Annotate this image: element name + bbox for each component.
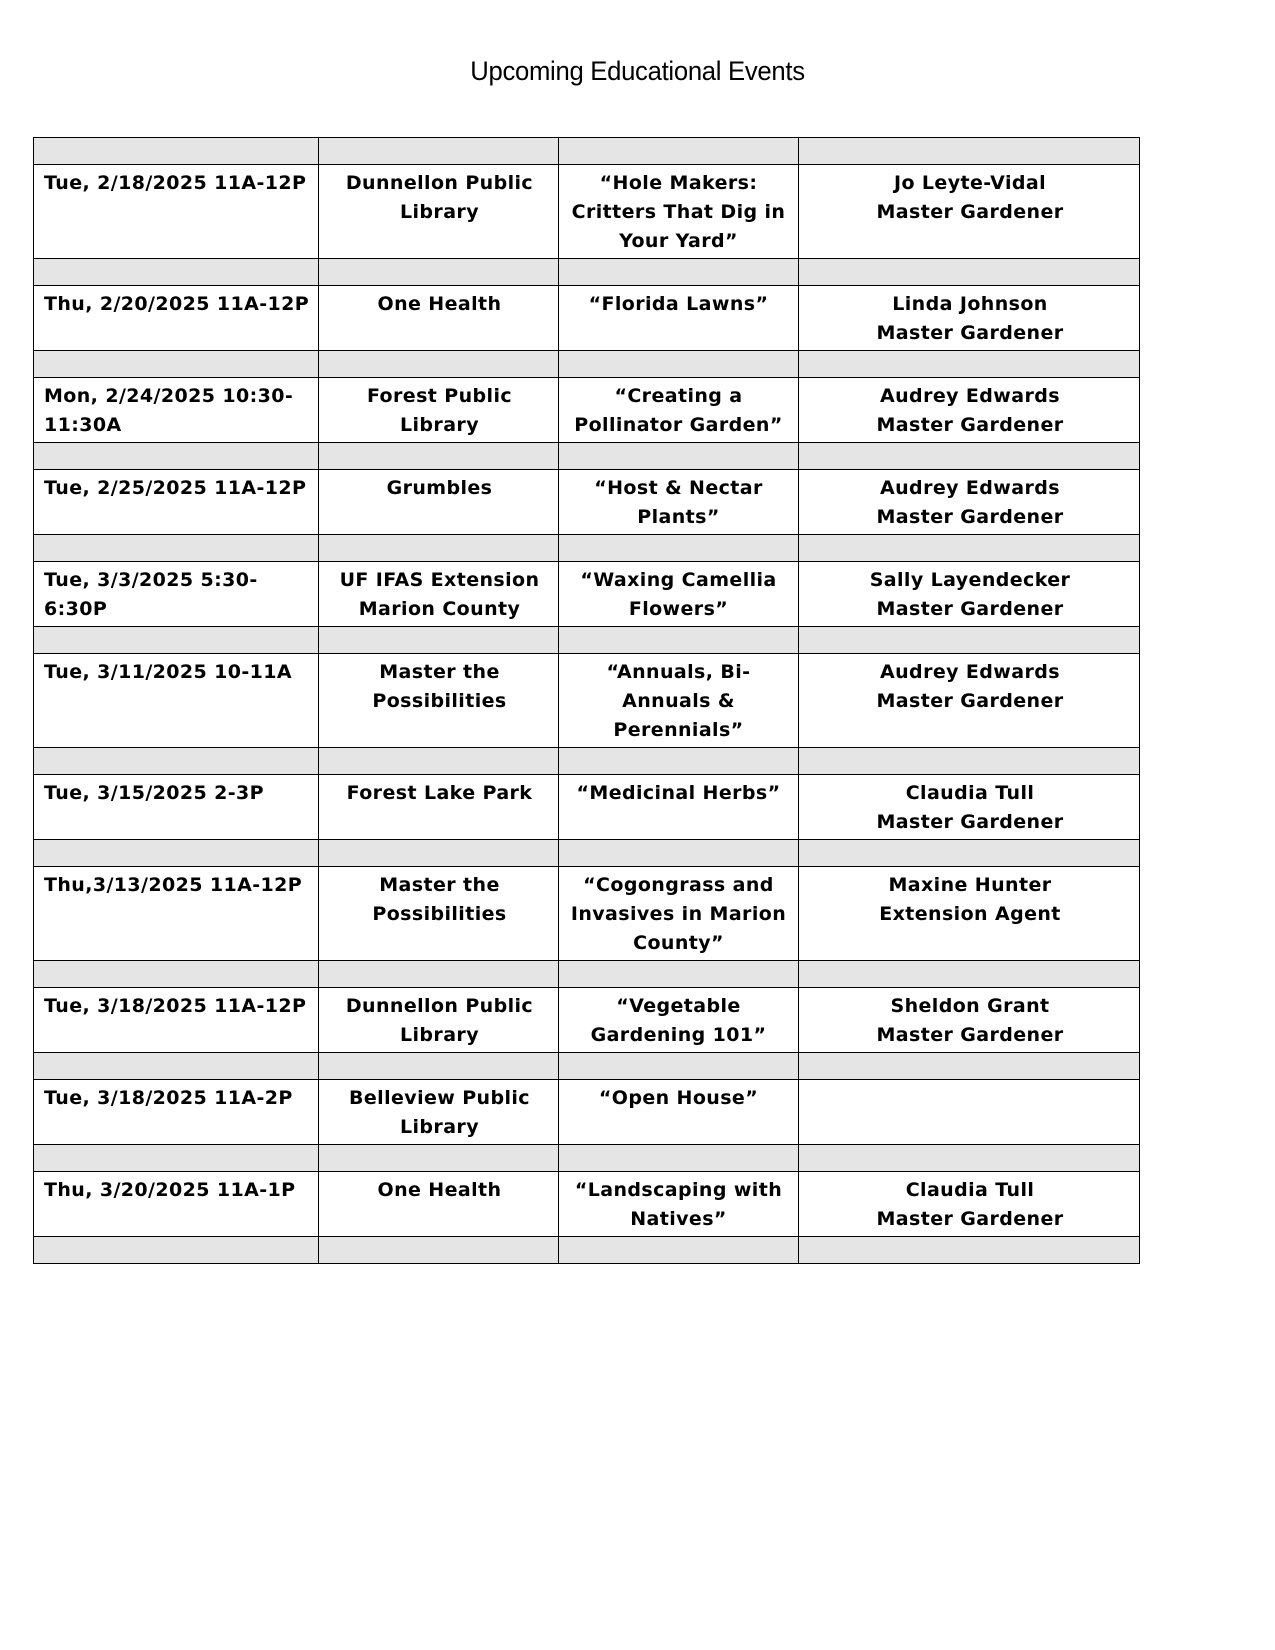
- event-row: [34, 286, 1140, 351]
- spacer-cell: [799, 138, 1140, 165]
- event-topic: “Cogongrass and Invasives in Marion County”: [559, 867, 799, 961]
- spacer-cell: [34, 138, 319, 165]
- event-speaker: Audrey Edwards Master Gardener: [799, 470, 1140, 535]
- spacer-cell: [799, 1145, 1140, 1172]
- event-speaker: Sally Layendecker Master Gardener: [799, 562, 1140, 627]
- event-speaker: [799, 1080, 1140, 1145]
- page-title: Upcoming Educational Events: [470, 56, 805, 86]
- event-speaker: Sheldon Grant Master Gardener: [799, 988, 1140, 1053]
- spacer-row: [34, 443, 1140, 470]
- spacer-cell: [319, 1145, 559, 1172]
- event-row: [34, 470, 1140, 535]
- event-topic: “Landscaping with Natives”: [559, 1172, 799, 1237]
- event-date-time: Thu, 3/20/2025 11A-1P: [34, 1172, 319, 1237]
- spacer-row: [34, 351, 1140, 378]
- spacer-cell: [559, 535, 799, 562]
- spacer-cell: [34, 351, 319, 378]
- spacer-cell: [799, 443, 1140, 470]
- spacer-cell: [559, 259, 799, 286]
- spacer-row: [34, 840, 1140, 867]
- spacer-cell: [799, 1053, 1140, 1080]
- spacer-cell: [559, 748, 799, 775]
- spacer-cell: [34, 1053, 319, 1080]
- spacer-cell: [319, 443, 559, 470]
- event-date-time: Thu, 2/20/2025 11A-12P: [34, 286, 319, 351]
- events-table: [33, 137, 1140, 1264]
- event-location: One Health: [319, 1172, 559, 1237]
- spacer-cell: [799, 259, 1140, 286]
- event-speaker: Claudia Tull Master Gardener: [799, 775, 1140, 840]
- spacer-cell: [559, 1145, 799, 1172]
- spacer-cell: [34, 627, 319, 654]
- event-row: [34, 775, 1140, 840]
- spacer-row: [34, 1237, 1140, 1264]
- event-topic: “Hole Makers: Critters That Dig in Your Yard”: [559, 165, 799, 259]
- event-topic: “Vegetable Gardening 101”: [559, 988, 799, 1053]
- spacer-row: [34, 138, 1140, 165]
- spacer-cell: [799, 961, 1140, 988]
- spacer-cell: [799, 840, 1140, 867]
- spacer-cell: [34, 535, 319, 562]
- event-speaker: Claudia Tull Master Gardener: [799, 1172, 1140, 1237]
- spacer-cell: [319, 1053, 559, 1080]
- event-row: [34, 378, 1140, 443]
- event-topic: “Florida Lawns”: [559, 286, 799, 351]
- spacer-row: [34, 535, 1140, 562]
- spacer-row: [34, 627, 1140, 654]
- event-speaker: Linda Johnson Master Gardener: [799, 286, 1140, 351]
- spacer-cell: [34, 840, 319, 867]
- spacer-cell: [799, 1237, 1140, 1264]
- event-row: [34, 654, 1140, 748]
- event-row: [34, 1080, 1140, 1145]
- spacer-cell: [319, 138, 559, 165]
- event-location: Dunnellon Public Library: [319, 988, 559, 1053]
- spacer-cell: [34, 1237, 319, 1264]
- spacer-cell: [799, 535, 1140, 562]
- spacer-cell: [799, 351, 1140, 378]
- event-location: Dunnellon Public Library: [319, 165, 559, 259]
- event-row: [34, 165, 1140, 259]
- spacer-cell: [34, 259, 319, 286]
- event-speaker: Maxine Hunter Extension Agent: [799, 867, 1140, 961]
- spacer-cell: [319, 748, 559, 775]
- event-topic: “Medicinal Herbs”: [559, 775, 799, 840]
- spacer-row: [34, 961, 1140, 988]
- event-date-time: Tue, 2/25/2025 11A-12P: [34, 470, 319, 535]
- event-date-time: Tue, 2/18/2025 11A-12P: [34, 165, 319, 259]
- event-date-time: Tue, 3/15/2025 2-3P: [34, 775, 319, 840]
- event-topic: “Waxing Camellia Flowers”: [559, 562, 799, 627]
- spacer-cell: [34, 443, 319, 470]
- event-location: UF IFAS Extension Marion County: [319, 562, 559, 627]
- spacer-cell: [559, 627, 799, 654]
- event-location: Master the Possibilities: [319, 867, 559, 961]
- event-location: Master the Possibilities: [319, 654, 559, 748]
- event-date-time: Tue, 3/18/2025 11A-12P: [34, 988, 319, 1053]
- event-topic: “Host & Nectar Plants”: [559, 470, 799, 535]
- spacer-cell: [319, 961, 559, 988]
- spacer-cell: [34, 748, 319, 775]
- spacer-cell: [559, 351, 799, 378]
- spacer-cell: [34, 961, 319, 988]
- spacer-cell: [34, 1145, 319, 1172]
- event-row: [34, 562, 1140, 627]
- spacer-row: [34, 748, 1140, 775]
- spacer-cell: [559, 1053, 799, 1080]
- event-topic: “Annuals, Bi- Annuals & Perennials”: [559, 654, 799, 748]
- spacer-cell: [319, 259, 559, 286]
- spacer-cell: [559, 840, 799, 867]
- event-date-time: Thu,3/13/2025 11A-12P: [34, 867, 319, 961]
- spacer-row: [34, 259, 1140, 286]
- spacer-row: [34, 1145, 1140, 1172]
- event-topic: “Creating a Pollinator Garden”: [559, 378, 799, 443]
- spacer-cell: [319, 627, 559, 654]
- event-location: Forest Lake Park: [319, 775, 559, 840]
- event-location: Forest Public Library: [319, 378, 559, 443]
- spacer-cell: [559, 961, 799, 988]
- event-row: [34, 988, 1140, 1053]
- event-location: One Health: [319, 286, 559, 351]
- spacer-cell: [559, 138, 799, 165]
- event-row: [34, 1172, 1140, 1237]
- spacer-cell: [319, 351, 559, 378]
- spacer-cell: [799, 627, 1140, 654]
- event-speaker: Audrey Edwards Master Gardener: [799, 654, 1140, 748]
- event-speaker: Audrey Edwards Master Gardener: [799, 378, 1140, 443]
- spacer-cell: [799, 748, 1140, 775]
- spacer-cell: [319, 535, 559, 562]
- event-date-time: Tue, 3/3/2025 5:30- 6:30P: [34, 562, 319, 627]
- event-location: Grumbles: [319, 470, 559, 535]
- event-location: Belleview Public Library: [319, 1080, 559, 1145]
- event-date-time: Mon, 2/24/2025 10:30- 11:30A: [34, 378, 319, 443]
- event-date-time: Tue, 3/18/2025 11A-2P: [34, 1080, 319, 1145]
- spacer-cell: [559, 1237, 799, 1264]
- event-row: [34, 867, 1140, 961]
- event-speaker: Jo Leyte-Vidal Master Gardener: [799, 165, 1140, 259]
- spacer-cell: [559, 443, 799, 470]
- spacer-cell: [319, 840, 559, 867]
- spacer-row: [34, 1053, 1140, 1080]
- event-date-time: Tue, 3/11/2025 10-11A: [34, 654, 319, 748]
- spacer-cell: [319, 1237, 559, 1264]
- events-table-body: [34, 138, 1140, 1264]
- event-topic: “Open House”: [559, 1080, 799, 1145]
